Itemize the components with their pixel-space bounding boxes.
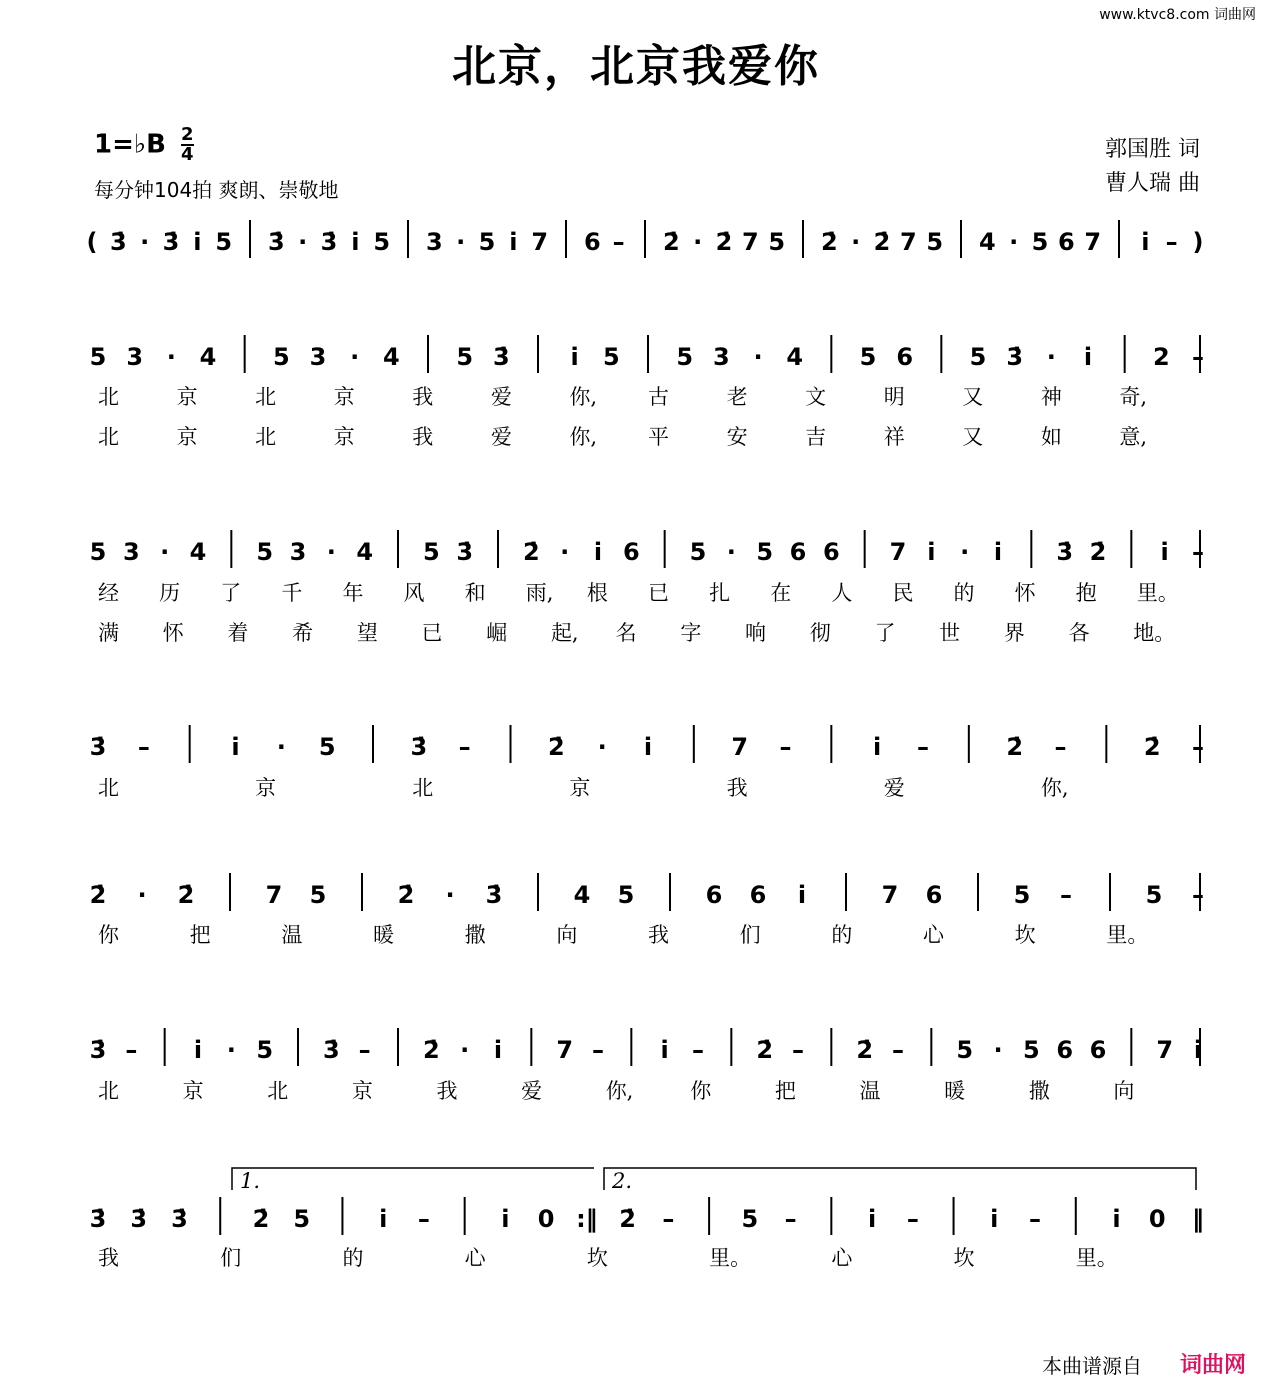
jianpu-note: ( [86, 228, 98, 256]
jianpu-note: 5 [422, 538, 440, 566]
lyric-syllable: 的 [831, 923, 853, 947]
jianpu-note: 3̇ [89, 1036, 107, 1064]
jianpu-note: i̇ [643, 733, 653, 761]
jianpu-note: 5 [373, 228, 391, 256]
lyric-syllable: 响 [745, 621, 767, 645]
lyric-syllable: 北 [98, 776, 119, 800]
jianpu-note: · [137, 881, 147, 909]
jianpu-note: 5 [756, 538, 774, 566]
jianpu-note: 0 [1148, 1205, 1166, 1233]
site-watermark[interactable]: www.ktvc8.com 词曲网 [1099, 7, 1256, 23]
jianpu-note: 3̇ [410, 733, 428, 761]
jianpu-note: – [1165, 228, 1178, 256]
lyric-syllable: 意, [1119, 425, 1148, 449]
jianpu-note: i̇ [797, 881, 807, 909]
lyric-syllable: 京 [333, 385, 355, 409]
lyric-syllable: 满 [98, 621, 119, 645]
jianpu-note: – [1192, 881, 1204, 909]
lyric-syllable: 你 [98, 923, 119, 947]
jianpu-note: i̇ [1193, 1036, 1203, 1064]
lyric-syllable: 彻 [809, 621, 831, 645]
jianpu-note: 2 [1152, 343, 1170, 371]
jianpu-note: 6 [749, 881, 767, 909]
jianpu-note: – [779, 733, 792, 761]
lyric-syllable: 温 [859, 1079, 881, 1103]
lyric-syllable: 了 [874, 621, 896, 645]
lyric-syllable: 北 [98, 1079, 119, 1103]
time-bottom: 4 [181, 144, 194, 165]
lyric-syllable: 文 [805, 385, 827, 409]
lyric-syllable: 明 [883, 385, 905, 409]
jianpu-note: 4 [356, 538, 374, 566]
jianpu-note: – [137, 733, 150, 761]
lyric-syllable: 又 [962, 385, 984, 409]
time-top: 2 [181, 124, 194, 145]
jianpu-note: 2̇ [1089, 538, 1107, 566]
lyric-syllable: 地。 [1133, 621, 1176, 645]
lyric-syllable: 已 [648, 581, 669, 605]
jianpu-note: · [993, 1036, 1003, 1064]
lyric-syllable: 吉 [805, 425, 827, 449]
lyric-syllable: 把 [189, 923, 211, 947]
jianpu-note: 5 [969, 343, 987, 371]
lyric-syllable: 抱 [1075, 581, 1097, 605]
lyric-syllable: 我 [412, 385, 434, 409]
jianpu-note: 4 [786, 343, 804, 371]
jianpu-note: 5 [926, 228, 944, 256]
jianpu-note: 7 [531, 228, 549, 256]
jianpu-note: 2̇ [873, 228, 891, 256]
jianpu-note: 5 [256, 538, 274, 566]
jianpu-note: 3 [712, 343, 730, 371]
lyric-syllable: 心 [831, 1246, 853, 1270]
lyric-syllable: 着 [227, 621, 249, 645]
lyric-syllable: 京 [182, 1079, 204, 1103]
volta-bracket-2 [604, 1168, 1196, 1190]
jianpu-note: 6 [583, 228, 601, 256]
jianpu-note: i̇ [993, 538, 1003, 566]
jianpu-note: · [276, 733, 286, 761]
jianpu-note: · [226, 1036, 236, 1064]
jianpu-note: 2̇ [756, 1036, 774, 1064]
lyric-syllable: 你, [569, 425, 598, 449]
lyric-syllable: 历 [159, 581, 181, 605]
jianpu-note: 6 [925, 881, 943, 909]
jianpu-note: 2̇ [397, 881, 415, 909]
jianpu-note: 4 [978, 228, 996, 256]
jianpu-note: – [792, 1036, 804, 1064]
jianpu-note: 5 [309, 881, 327, 909]
lyric-syllable: 各 [1068, 621, 1090, 645]
lyric-syllable: 京 [176, 425, 198, 449]
jianpu-note: 5 [676, 343, 694, 371]
jianpu-note: i̇ [501, 1205, 510, 1233]
jianpu-note: i̇ [1141, 228, 1150, 256]
jianpu-note: – [892, 1036, 904, 1064]
lyric-syllable: 里。 [1136, 581, 1179, 605]
jianpu-note: 2̇ [89, 881, 107, 909]
jianpu-note: 4 [199, 343, 217, 371]
lyric-syllable: 神 [1040, 385, 1062, 409]
lyric-syllable: 向 [1113, 1079, 1135, 1103]
jianpu-note: 3̇ [322, 1036, 340, 1064]
lyric-syllable: 你, [569, 385, 598, 409]
jianpu-note: 2̇ [177, 881, 195, 909]
jianpu-note: 7 [556, 1036, 574, 1064]
jianpu-note: 2̇ [547, 733, 565, 761]
lyric-syllable: 暖 [373, 923, 394, 947]
footer-source-label: 本曲谱源自 [1042, 1354, 1142, 1378]
jianpu-note: · [326, 538, 336, 566]
jianpu-note: – [1192, 733, 1204, 761]
lyric-syllable: 人 [831, 581, 853, 605]
lyric-syllable: 望 [356, 621, 378, 645]
jianpu-note: – [612, 228, 625, 256]
lyric-syllable: 在 [770, 581, 792, 605]
lyric-syllable: 的 [342, 1246, 364, 1270]
jianpu-note: 3̇ [1056, 538, 1074, 566]
lyric-syllable: 和 [464, 581, 486, 605]
jianpu-note: – [1192, 343, 1204, 371]
lyric-syllable: 祥 [883, 425, 905, 449]
lyric-syllable: 爱 [490, 425, 512, 449]
jianpu-note: 2̇ [662, 228, 680, 256]
jianpu-note: i̇ [990, 1205, 999, 1233]
lyric-syllable: 扎 [709, 581, 731, 605]
jianpu-note: 2̇ [820, 228, 838, 256]
lyric-syllable: 京 [333, 425, 355, 449]
jianpu-note: i̇ [1160, 538, 1169, 566]
lyric-syllable: 暖 [944, 1079, 966, 1103]
jianpu-note: 5 [272, 343, 290, 371]
lyric-syllable: 心 [923, 923, 944, 947]
lyric-syllable: 坎 [1014, 923, 1036, 947]
footer-brand-link[interactable]: 词曲网 [1180, 1353, 1247, 1378]
jianpu-note: · [140, 228, 150, 256]
jianpu-note: 7 [741, 228, 759, 256]
lyric-syllable: 坎 [586, 1246, 608, 1270]
jianpu-note: 5 [617, 881, 635, 909]
lyric-syllable: 希 [292, 621, 314, 645]
jianpu-note: · [560, 538, 570, 566]
jianpu-note: 6 [1056, 1036, 1074, 1064]
jianpu-note: 3 [289, 538, 307, 566]
jianpu-note: i̇ [509, 228, 518, 256]
jianpu-note: 5 [1013, 881, 1031, 909]
jianpu-note: 3̇ [162, 228, 180, 256]
jianpu-note: 7 [1084, 228, 1102, 256]
jianpu-note: 6 [789, 538, 807, 566]
jianpu-note: ) [1192, 228, 1204, 256]
jianpu-note: 6 [1089, 1036, 1107, 1064]
jianpu-note: i̇ [873, 733, 882, 761]
lyric-syllable: 安 [726, 425, 748, 449]
jianpu-note: · [1046, 343, 1056, 371]
jianpu-note: 3 [425, 228, 443, 256]
jianpu-note: 6 [622, 538, 640, 566]
jianpu-note: · [298, 228, 308, 256]
jianpu-note: · [851, 228, 861, 256]
jianpu-note: 5 [89, 538, 107, 566]
lyric-syllable: 北 [98, 385, 119, 409]
composer: 曹人瑞 曲 [1105, 171, 1200, 196]
tempo-marking: 每分钟104拍 爽朗、崇敬地 [94, 178, 339, 202]
lyric-syllable: 平 [648, 425, 669, 449]
lyric-syllable: 温 [281, 923, 303, 947]
jianpu-note: – [458, 733, 471, 761]
lyric-syllable: 撒 [464, 923, 486, 947]
volta-label-2: 2. [612, 1169, 633, 1193]
lyric-syllable: 界 [1003, 621, 1025, 645]
jianpu-note: – [358, 1036, 371, 1064]
lyric-syllable: 名 [615, 621, 637, 645]
jianpu-note: · [597, 733, 607, 761]
lyric-syllable: 们 [220, 1246, 242, 1270]
jianpu-note: · [960, 538, 970, 566]
lyric-syllable: 京 [569, 776, 591, 800]
lyric-syllable: 我 [412, 425, 434, 449]
jianpu-note: · [166, 343, 176, 371]
jianpu-note: 3̇ [130, 1205, 148, 1233]
lyric-syllable: 的 [953, 581, 975, 605]
jianpu-note: 3̇ [267, 228, 285, 256]
jianpu-note: 3̇ [485, 881, 503, 909]
jianpu-note: · [445, 881, 455, 909]
jianpu-note: 5 [1031, 228, 1049, 256]
jianpu-note: 2̇ [1006, 733, 1024, 761]
volta-bracket-1 [232, 1168, 594, 1190]
jianpu-note: i̇ [593, 538, 603, 566]
jianpu-note: i̇ [231, 733, 240, 761]
jianpu-note: 7 [899, 228, 917, 256]
jianpu-note: i̇ [1083, 343, 1093, 371]
jianpu-note: 5 [293, 1205, 311, 1233]
lyric-syllable: 里。 [1106, 923, 1149, 947]
jianpu-note: 2̇ [252, 1205, 270, 1233]
lyric-syllable: 怀 [162, 621, 184, 645]
jianpu-note: – [417, 1205, 430, 1233]
lyric-syllable: 又 [962, 425, 984, 449]
lyric-syllable: 你, [605, 1079, 634, 1103]
repeat-barline: :‖ [576, 1205, 598, 1233]
jianpu-note: 2̇ [856, 1036, 874, 1064]
jianpu-note: · [460, 1036, 470, 1064]
jianpu-note: 5 [456, 343, 474, 371]
jianpu-note: 5 [741, 1205, 759, 1233]
lyric-syllable: 奇, [1119, 385, 1148, 409]
lyric-syllable: 了 [220, 581, 242, 605]
lyric-syllable: 心 [464, 1246, 486, 1270]
lyric-syllable: 我 [98, 1246, 119, 1270]
lyric-syllable: 北 [255, 425, 277, 449]
lyric-syllable: 雨, [525, 581, 554, 605]
jianpu-note: – [692, 1036, 704, 1064]
lyric-syllable: 你 [690, 1079, 712, 1103]
repeat-barline: ‖ [1192, 1205, 1204, 1233]
jianpu-note: 3̇ [89, 733, 107, 761]
jianpu-note: i̇ [493, 1036, 503, 1064]
jianpu-note: i̇ [379, 1205, 388, 1233]
jianpu-note: 3̇ [89, 1205, 107, 1233]
lyric-syllable: 风 [403, 581, 425, 605]
jianpu-note: 7 [1156, 1036, 1174, 1064]
jianpu-note: i̇ [193, 1036, 203, 1064]
jianpu-note: – [784, 1205, 797, 1233]
jianpu-note: · [726, 538, 736, 566]
jianpu-note: – [1029, 1205, 1042, 1233]
jianpu-note: i̇ [351, 228, 360, 256]
jianpu-note: – [592, 1036, 604, 1064]
jianpu-note: 7 [731, 733, 749, 761]
lyric-syllable: 崛 [486, 621, 508, 645]
jianpu-note: i̇ [1112, 1205, 1121, 1233]
lyric-syllable: 京 [351, 1079, 373, 1103]
lyric-syllable: 北 [98, 425, 119, 449]
jianpu-note: 3̇ [492, 343, 510, 371]
lyric-syllable: 京 [255, 776, 277, 800]
jianpu-note: – [1060, 881, 1072, 909]
jianpu-note: 7 [265, 881, 283, 909]
lyric-syllable: 京 [176, 385, 198, 409]
lyric-syllable: 经 [98, 581, 119, 605]
lyric-syllable: 怀 [1014, 581, 1036, 605]
lyric-syllable: 起, [550, 621, 579, 645]
lyric-syllable: 我 [436, 1079, 458, 1103]
jianpu-note: 6 [1057, 228, 1075, 256]
jianpu-note: 7 [881, 881, 899, 909]
jianpu-note: 5 [1145, 881, 1163, 909]
jianpu-note: 5 [859, 343, 877, 371]
lyric-syllable: 北 [267, 1079, 289, 1103]
jianpu-note: · [1009, 228, 1019, 256]
jianpu-note: 3̇ [456, 538, 474, 566]
lyric-syllable: 我 [648, 923, 669, 947]
jianpu-note: 5 [689, 538, 707, 566]
jianpu-note: 4 [573, 881, 591, 909]
lyric-syllable: 北 [412, 776, 434, 800]
jianpu-note: 3 [122, 538, 140, 566]
jianpu-note: i̇ [660, 1036, 669, 1064]
lyric-syllable: 坎 [953, 1246, 975, 1270]
jianpu-note: 2̇ [522, 538, 540, 566]
lyric-syllable: 们 [739, 923, 761, 947]
jianpu-note: 5 [215, 228, 233, 256]
lyric-syllable: 北 [255, 385, 277, 409]
jianpu-note: · [693, 228, 703, 256]
jianpu-note: i̇ [570, 343, 579, 371]
jianpu-note: – [662, 1205, 675, 1233]
jianpu-note: 5 [602, 343, 620, 371]
lyric-syllable: 里。 [1075, 1246, 1118, 1270]
lyric-syllable: 里。 [709, 1246, 752, 1270]
jianpu-note: 2̇ [422, 1036, 440, 1064]
jianpu-note: 5 [1022, 1036, 1040, 1064]
jianpu-note: i̇ [193, 228, 202, 256]
jianpu-note: 2̇ [715, 228, 733, 256]
jianpu-note: 5 [768, 228, 786, 256]
key-label: 1=♭B [94, 129, 166, 160]
jianpu-note: 3̇ [1006, 343, 1024, 371]
jianpu-note: 2̇ [1143, 733, 1161, 761]
jianpu-note: · [753, 343, 763, 371]
jianpu-note: 4 [189, 538, 207, 566]
lyric-syllable: 爱 [521, 1079, 543, 1103]
lyric-syllable: 年 [342, 581, 364, 605]
jianpu-note: · [350, 343, 360, 371]
lyric-syllable: 撒 [1028, 1079, 1050, 1103]
jianpu-note: 5 [256, 1036, 274, 1064]
lyric-syllable: 古 [648, 385, 669, 409]
jianpu-note: 3 [309, 343, 327, 371]
jianpu-note: 3̇ [109, 228, 127, 256]
jianpu-note: 3 [126, 343, 144, 371]
lyric-syllable: 如 [1040, 425, 1062, 449]
lyric-syllable: 老 [726, 385, 748, 409]
lyric-syllable: 向 [556, 923, 578, 947]
lyric-syllable: 爱 [883, 776, 905, 800]
jianpu-note: 4 [382, 343, 400, 371]
lyric-syllable: 已 [421, 621, 443, 645]
jianpu-note: 3̇ [320, 228, 338, 256]
song-title: 北京，北京我爱你 [452, 41, 820, 92]
jianpu-note: i̇ [927, 538, 936, 566]
lyric-syllable: 把 [774, 1079, 796, 1103]
jianpu-note: 5 [318, 733, 336, 761]
volta-label-1: 1. [240, 1169, 261, 1193]
lyric-syllable: 我 [726, 776, 748, 800]
jianpu-note: · [456, 228, 466, 256]
jianpu-note: · [160, 538, 170, 566]
lyric-syllable: 千 [281, 581, 303, 605]
jianpu-note: 5 [956, 1036, 974, 1064]
jianpu-note: 3̇ [171, 1205, 188, 1233]
jianpu-note: 0 [537, 1205, 555, 1233]
lyric-syllable: 世 [939, 621, 961, 645]
lyric-syllable: 你, [1040, 776, 1069, 800]
lyric-syllable: 爱 [490, 385, 512, 409]
jianpu-note: – [917, 733, 929, 761]
jianpu-note: 7 [889, 538, 907, 566]
jianpu-note: 5 [478, 228, 496, 256]
lyric-syllable: 根 [586, 581, 608, 605]
jianpu-note: – [1054, 733, 1067, 761]
jianpu-note: 6 [896, 343, 914, 371]
lyricist: 郭国胜 词 [1105, 137, 1200, 162]
jianpu-note: 2̇ [619, 1205, 636, 1233]
jianpu-note: 6 [705, 881, 723, 909]
jianpu-note: i̇ [867, 1205, 877, 1233]
jianpu-note: 6 [822, 538, 840, 566]
jianpu-note: – [906, 1205, 919, 1233]
jianpu-note: – [1192, 538, 1204, 566]
lyric-syllable: 民 [892, 581, 914, 605]
jianpu-note: 5 [89, 343, 107, 371]
jianpu-note: – [125, 1036, 138, 1064]
lyric-syllable: 字 [680, 621, 702, 645]
